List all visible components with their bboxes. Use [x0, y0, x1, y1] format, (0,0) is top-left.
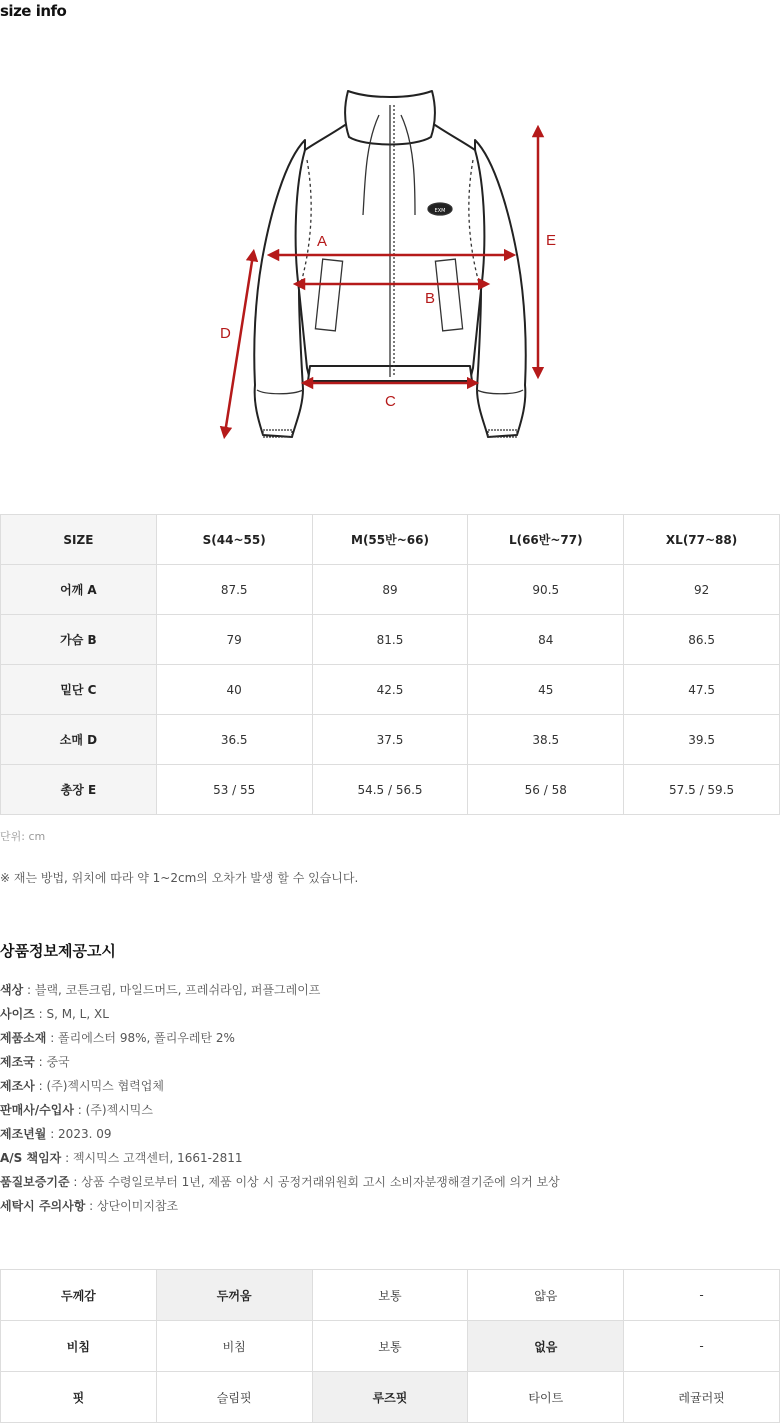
fit-option: 얇음: [468, 1270, 624, 1321]
fit-option: -: [624, 1270, 780, 1321]
fit-row-sheerness: [1, 1321, 780, 1372]
info-row-as: [0, 1148, 560, 1172]
logo-badge: EXM: [434, 208, 446, 214]
info-value: : (주)젝시믹스 협력업체: [34, 1079, 164, 1093]
size-cell: 37.5: [312, 715, 468, 765]
section-heading-size-info: size info: [0, 2, 67, 20]
size-header-cell: L(66반~77): [468, 515, 624, 565]
info-row-seller: [0, 1100, 560, 1124]
info-row-country: [0, 1052, 560, 1076]
size-table-row: [1, 765, 780, 815]
fit-option: 루즈핏: [312, 1372, 468, 1423]
fit-option: 비침: [156, 1321, 312, 1372]
size-cell: 39.5: [624, 715, 780, 765]
size-cell: 36.5: [156, 715, 312, 765]
fit-row-label: 핏: [1, 1372, 157, 1423]
size-cell: 87.5: [156, 565, 312, 615]
info-label: 제조사: [0, 1079, 35, 1093]
info-label: 사이즈: [0, 1007, 35, 1021]
info-label: 색상: [0, 983, 24, 997]
size-row-label: 총장 E: [1, 765, 157, 815]
size-table-header-row: [1, 515, 780, 565]
size-header-cell: XL(77~88): [624, 515, 780, 565]
size-cell: 56 / 58: [468, 765, 624, 815]
size-row-label: 어깨 A: [1, 565, 157, 615]
size-cell: 53 / 55: [156, 765, 312, 815]
size-cell: 54.5 / 56.5: [312, 765, 468, 815]
info-row-date: [0, 1124, 560, 1148]
product-info-title: 상품정보제공고시: [0, 942, 116, 960]
size-row-label: 소매 D: [1, 715, 157, 765]
info-value: : 폴리에스터 98%, 폴리우레탄 2%: [46, 1031, 235, 1045]
size-cell: 40: [156, 665, 312, 715]
size-cell: 47.5: [624, 665, 780, 715]
info-row-material: [0, 1028, 560, 1052]
info-row-washing: [0, 1196, 560, 1220]
info-label: 제품소재: [0, 1031, 47, 1045]
label-c: C: [385, 393, 396, 410]
measure-line-d: [225, 255, 253, 433]
info-label: 제조국: [0, 1055, 35, 1069]
product-info-list: [0, 980, 560, 1220]
info-value: : 블랙, 코튼크림, 마일드머드, 프레쉬라임, 퍼플그레이프: [23, 983, 321, 997]
label-d: D: [220, 325, 231, 342]
size-header-cell: M(55반~66): [312, 515, 468, 565]
info-value: : (주)젝시믹스: [73, 1103, 153, 1117]
size-cell: 86.5: [624, 615, 780, 665]
size-cell: 38.5: [468, 715, 624, 765]
info-value: : 2023. 09: [46, 1127, 112, 1141]
label-b: B: [425, 290, 436, 307]
size-cell: 89: [312, 565, 468, 615]
size-cell: 90.5: [468, 565, 624, 615]
fit-row-label: 비침: [1, 1321, 157, 1372]
size-table-row: [1, 715, 780, 765]
fit-row-label: 두께감: [1, 1270, 157, 1321]
fit-row-fit: [1, 1372, 780, 1423]
size-table: [0, 514, 780, 815]
size-cell: 81.5: [312, 615, 468, 665]
info-value: : 젝시믹스 고객센터, 1661-2811: [61, 1151, 243, 1165]
info-row-size: [0, 1004, 560, 1028]
fit-option: 보통: [312, 1270, 468, 1321]
fit-table: [0, 1269, 780, 1423]
info-value: : 상단이미지참조: [85, 1199, 179, 1213]
size-cell: 42.5: [312, 665, 468, 715]
size-row-label: 가슴 B: [1, 615, 157, 665]
info-label: 판매사/수입사: [0, 1103, 74, 1117]
jacket-measurement-diagram: [215, 85, 565, 445]
size-table-row: [1, 665, 780, 715]
label-e: E: [546, 232, 557, 249]
info-value: : 중국: [34, 1055, 70, 1069]
size-cell: 84: [468, 615, 624, 665]
fit-option: 두꺼움: [156, 1270, 312, 1321]
info-label: 세탁시 주의사항: [0, 1199, 86, 1213]
info-label: 제조년월: [0, 1127, 47, 1141]
size-cell: 45: [468, 665, 624, 715]
size-table-row: [1, 615, 780, 665]
fit-option: 타이트: [468, 1372, 624, 1423]
info-value: : S, M, L, XL: [34, 1007, 109, 1021]
size-cell: 79: [156, 615, 312, 665]
measurement-caution: ※ 재는 방법, 위치에 따라 약 1~2cm의 오차가 발생 할 수 있습니다.: [0, 871, 359, 885]
label-a: A: [317, 233, 328, 250]
fit-option: -: [624, 1321, 780, 1372]
size-cell: 92: [624, 565, 780, 615]
info-value: : 상품 수령일로부터 1년, 제품 이상 시 공정거래위원회 고시 소비자분쟁해결기준에 의거 보상: [69, 1175, 560, 1189]
fit-option: 없음: [468, 1321, 624, 1372]
size-table-row: [1, 565, 780, 615]
size-header-cell: S(44~55): [156, 515, 312, 565]
size-cell: 57.5 / 59.5: [624, 765, 780, 815]
fit-row-thickness: [1, 1270, 780, 1321]
info-label: A/S 책임자: [0, 1151, 62, 1165]
info-label: 품질보증기준: [0, 1175, 70, 1189]
fit-option: 보통: [312, 1321, 468, 1372]
fit-option: 슬림핏: [156, 1372, 312, 1423]
info-row-manufacturer: [0, 1076, 560, 1100]
fit-option: 레귤러핏: [624, 1372, 780, 1423]
info-row-color: [0, 980, 560, 1004]
size-row-label: 밑단 C: [1, 665, 157, 715]
unit-note: 단위: cm: [0, 830, 46, 843]
size-header-cell: SIZE: [1, 515, 157, 565]
info-row-warranty: [0, 1172, 560, 1196]
